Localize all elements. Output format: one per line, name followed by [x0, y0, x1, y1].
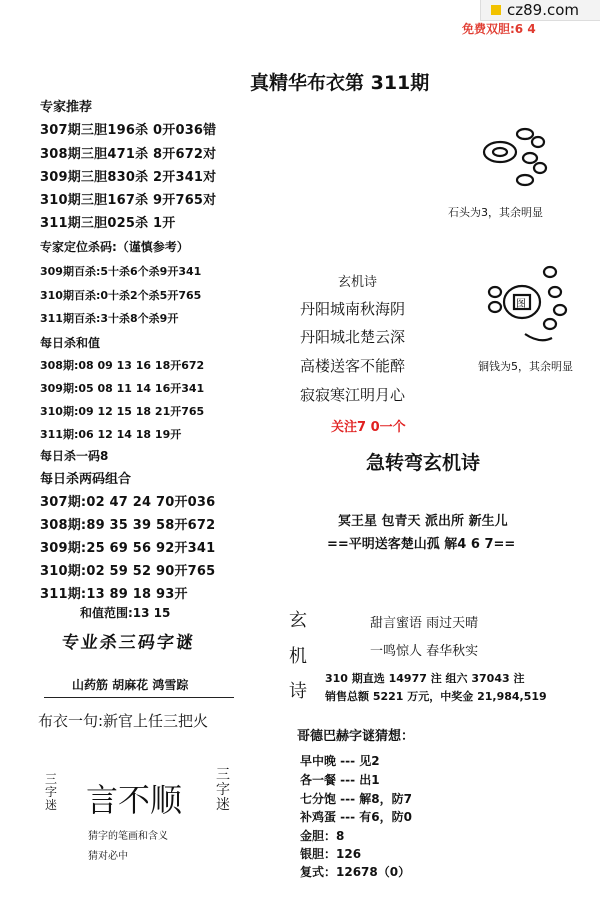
- pair-kill-row: 307期:02 47 24 70开036: [40, 495, 216, 510]
- riddle-hint: 猜字的笔画和含义: [88, 831, 168, 842]
- godel-row: 七分饱 --- 解8，防7: [300, 792, 412, 806]
- logo-square-icon: [491, 5, 501, 15]
- godel-row: 银胆：126: [300, 847, 362, 861]
- godel-row: 金胆：8: [300, 829, 345, 843]
- pic1-caption: 石头为3，其余明显: [448, 206, 543, 219]
- expert-heading: 专家推荐: [40, 100, 93, 115]
- sum-kill-row: 311期:06 12 14 18 19开: [40, 428, 182, 441]
- poem-line: 丹阳城北楚云深: [300, 328, 406, 346]
- expert-row: 311期三胆025杀 1开: [40, 216, 176, 231]
- godel-heading: 哥德巴赫字谜猜想：: [297, 729, 415, 744]
- pair-kill-row: 310期:02 59 52 90开765: [40, 564, 216, 579]
- follow-note: 关注7 0一个: [331, 420, 406, 435]
- page-title: 真精华布衣第 311期: [250, 72, 430, 94]
- poem-line: 寂寂寒江明月心: [300, 386, 406, 404]
- expert-row: 309期三胆830杀 2开341对: [40, 170, 217, 185]
- sum-kill-row: 309期:05 08 11 14 16开341: [40, 382, 205, 395]
- coin-picture: [480, 262, 580, 352]
- buyi-saying: 布衣一句:新官上任三把火: [38, 712, 209, 730]
- poem-line: 丹阳城南秋海阴: [300, 300, 406, 318]
- godel-row: 补鸡蛋 --- 有6，防0: [300, 810, 412, 824]
- stones-picture: [470, 120, 560, 200]
- expert-row: 308期三胆471杀 8开672对: [40, 147, 217, 162]
- logo-text: cz89.com: [507, 1, 580, 19]
- position-kill-heading: 专家定位杀码:（谨慎参考）: [40, 240, 189, 254]
- herbs-line: 山药筋 胡麻花 鸿雪踪: [72, 678, 189, 692]
- riddle-hint: 猜对必中: [88, 851, 128, 862]
- one-kill: 每日杀一码8: [40, 449, 109, 463]
- poem-heading: 玄机诗: [338, 275, 378, 290]
- turn-line1: 冥王星 包青天 派出所 新生儿: [338, 514, 508, 529]
- poem2-line: 一鸣惊人 春华秋实: [370, 644, 479, 659]
- position-kill-row: 310期百杀:0十杀2个杀5开765: [40, 289, 202, 302]
- free-double-pick: 免费双胆:6 4: [462, 22, 536, 36]
- pair-kill-row: 309期:25 69 56 92开341: [40, 541, 216, 556]
- pair-kill-heading: 每日杀两码组合: [40, 472, 132, 487]
- poem2-side-char: 诗: [289, 681, 307, 702]
- poem-line: 高楼送客不能醉: [300, 357, 406, 375]
- expert-row: 307期三胆196杀 0开036错: [40, 123, 217, 138]
- three-word-left: 三字迷: [44, 772, 57, 812]
- godel-row: 早中晚 --- 见2: [300, 754, 380, 768]
- sales-line: 310 期直选 14977 注 组六 37043 注: [325, 672, 525, 685]
- position-kill-row: 309期百杀:5十杀6个杀9开341: [40, 265, 202, 278]
- sum-kill-row: 310期:09 12 15 18 21开765: [40, 405, 205, 418]
- turn-line2: ==平明送客楚山孤 解4 6 7==: [327, 537, 516, 552]
- sales-line: 销售总额 5221 万元，中奖金 21,984,519: [325, 690, 547, 703]
- coin-inner-text: 图: [516, 299, 526, 310]
- godel-row: 各一餐 --- 出1: [300, 773, 380, 787]
- sum-kill-row: 308期:08 09 13 16 18开672: [40, 359, 205, 372]
- turn-title: 急转弯玄机诗: [366, 452, 481, 474]
- position-kill-row: 311期百杀:3十杀8个杀9开: [40, 312, 179, 325]
- godel-row: 复式：12678（0）: [300, 865, 411, 879]
- poem2-side-char: 玄: [289, 610, 307, 631]
- sum-kill-heading: 每日杀和值: [40, 336, 101, 350]
- riddle-big: 言不顺: [86, 781, 183, 819]
- sum-range: 和值范围:13 15: [80, 606, 171, 620]
- riddle-banner: 专业杀三码字谜: [60, 633, 196, 653]
- three-word-right: 三字迷: [216, 767, 230, 813]
- poem2-line: 甜言蜜语 雨过天晴: [370, 616, 479, 631]
- pic2-caption: 铜钱为5，其余明显: [478, 360, 573, 373]
- divider: [44, 697, 234, 698]
- expert-row: 310期三胆167杀 9开765对: [40, 193, 217, 208]
- site-logo[interactable]: [480, 0, 600, 21]
- pair-kill-row: 311期:13 89 18 93开: [40, 587, 188, 602]
- poem2-side-char: 机: [289, 646, 307, 667]
- pair-kill-row: 308期:89 35 39 58开672: [40, 518, 216, 533]
